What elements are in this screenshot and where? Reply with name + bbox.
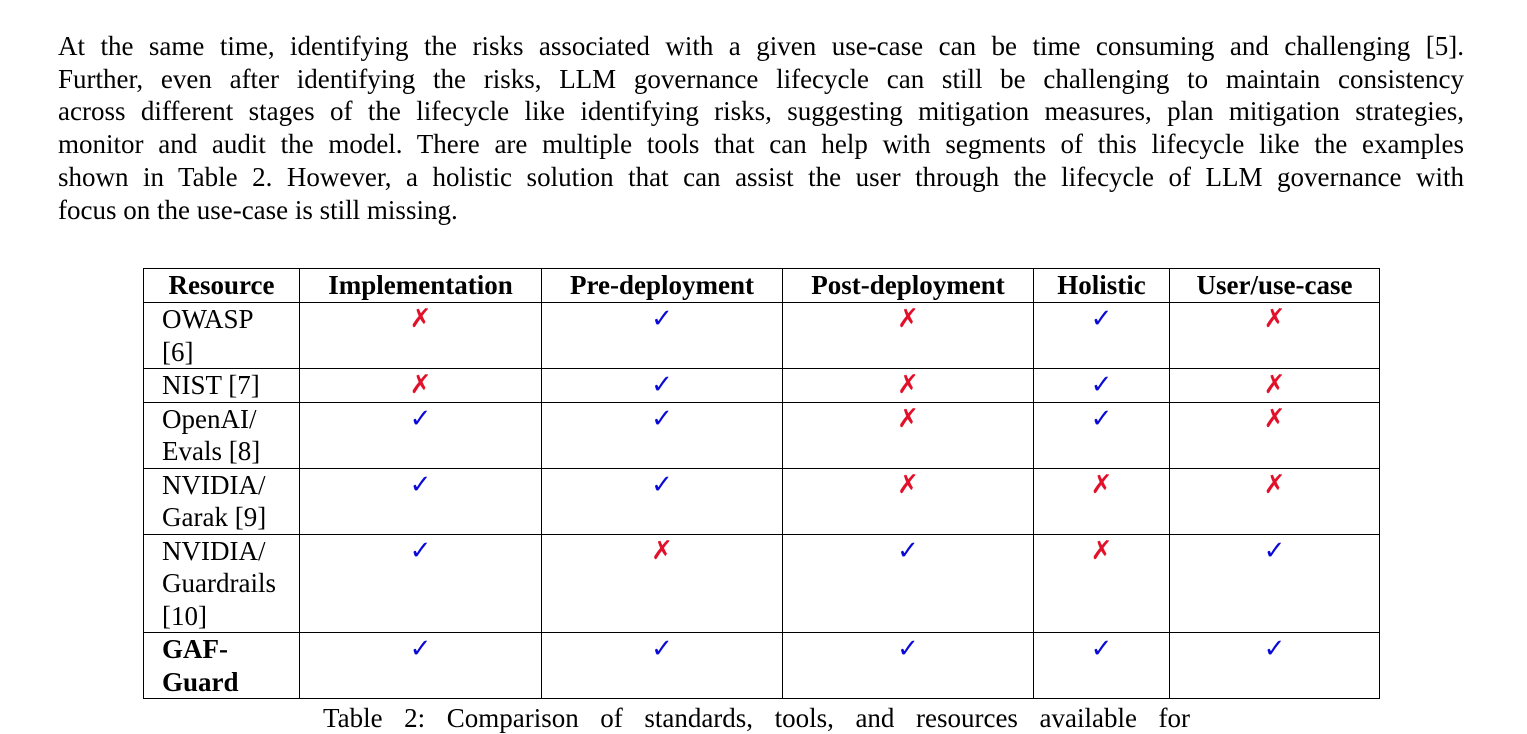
check-mark-icon [542, 402, 783, 468]
check-icon: ✓ [1090, 304, 1113, 334]
check-mark-icon [300, 633, 542, 699]
paragraph-line: Further, even after identifying the risks, LLM governance lifecycle can still be challenging to maintain consistency [58, 63, 1464, 94]
check-icon: ✓ [1090, 370, 1113, 400]
cross-mark-icon [1170, 369, 1380, 403]
check-icon: ✓ [1263, 535, 1286, 566]
resource-name-line: Evals [8] [162, 436, 261, 466]
table-caption: Table 2: Comparison of standards, tools, and resources available for [323, 703, 1190, 733]
cross-mark-icon [1034, 534, 1170, 633]
resource-name-line: Guard [162, 666, 239, 697]
check-icon: ✓ [651, 403, 673, 434]
resource-name-line: NIST [7] [162, 370, 260, 400]
header-user-use-case: User/use-case [1170, 269, 1380, 303]
cross-icon: ✗ [409, 304, 432, 334]
cross-mark-icon [300, 369, 542, 403]
cross-mark-icon [1034, 468, 1170, 534]
cross-icon: ✗ [651, 535, 673, 566]
header-implementation: Implementation [300, 269, 542, 303]
paragraph-line: focus on the use-case is still missing. [58, 194, 458, 225]
table-header-row [144, 269, 1380, 303]
resource-name-line: NVIDIA/ [162, 469, 266, 500]
cross-mark-icon [542, 534, 783, 633]
check-mark-icon [542, 303, 783, 369]
header-post-deployment: Post-deployment [783, 269, 1034, 303]
paragraph-line: shown in Table 2. However, a holistic solution that can assist the user through the lifecycle of LLM governance with [58, 161, 1464, 192]
body-paragraph [58, 30, 1464, 226]
check-mark-icon [1170, 633, 1380, 699]
header-holistic: Holistic [1034, 269, 1170, 303]
cross-icon: ✗ [1263, 304, 1286, 334]
cross-mark-icon [783, 402, 1034, 468]
header-pre-deployment: Pre-deployment [542, 269, 783, 303]
paragraph-line: At the same time, identifying the risks associated with a given use-case can be time consuming and challenging [5]. [58, 31, 1464, 61]
cross-icon: ✗ [409, 370, 432, 400]
check-mark-icon [542, 369, 783, 403]
cross-icon: ✗ [1263, 370, 1286, 400]
resource-name-line: Guardrails [162, 568, 276, 598]
cross-mark-icon [1170, 468, 1380, 534]
table-row [144, 633, 1380, 699]
cross-mark-icon [783, 468, 1034, 534]
resource-cell [144, 534, 300, 633]
cross-mark-icon [1170, 402, 1380, 468]
comparison-table-container [143, 268, 1380, 699]
check-mark-icon [542, 468, 783, 534]
cross-icon: ✗ [897, 304, 919, 334]
table-row [144, 468, 1380, 534]
resource-name-line: GAF- [162, 634, 228, 664]
cross-icon: ✗ [897, 370, 919, 400]
check-mark-icon [783, 633, 1034, 699]
resource-name-line: [6] [162, 336, 194, 367]
cross-mark-icon [783, 303, 1034, 369]
paragraph-line: monitor and audit the model. There are multiple tools that can help with segments of this lifecycle like the examples [58, 129, 1464, 160]
table-row [144, 534, 1380, 633]
check-mark-icon [1170, 534, 1380, 633]
resource-name-line: Garak [9] [162, 502, 267, 532]
check-icon: ✓ [897, 535, 919, 566]
table-row [144, 402, 1380, 468]
cross-mark-icon [1170, 303, 1380, 369]
table-row [144, 369, 1380, 403]
check-mark-icon [1034, 369, 1170, 403]
resource-name-line: NVIDIA/ [162, 535, 266, 566]
check-mark-icon [542, 633, 783, 699]
paragraph-line: across different stages of the lifecycle like identifying risks, suggesting mitigation measures, plan mitigation strategies, [58, 96, 1464, 127]
check-icon: ✓ [1090, 403, 1113, 434]
header-resource: Resource [144, 269, 300, 303]
cross-mark-icon [783, 369, 1034, 403]
resource-name-line: OWASP [162, 304, 254, 334]
table-row [144, 303, 1380, 369]
cross-icon: ✗ [1090, 469, 1113, 500]
comparison-table [143, 268, 1380, 699]
check-mark-icon [783, 534, 1034, 633]
check-icon: ✓ [1090, 634, 1113, 664]
resource-name-line: [10] [162, 600, 207, 631]
check-icon: ✓ [651, 634, 673, 664]
check-mark-icon [1034, 633, 1170, 699]
check-mark-icon [1034, 402, 1170, 468]
resource-cell [144, 369, 300, 403]
cross-mark-icon [300, 303, 542, 369]
resource-cell [144, 633, 300, 699]
check-mark-icon [300, 468, 542, 534]
cross-icon: ✗ [897, 403, 919, 434]
check-mark-icon [1034, 303, 1170, 369]
resource-name-line: OpenAI/ [162, 403, 257, 434]
check-icon: ✓ [409, 535, 432, 566]
check-mark-icon [300, 402, 542, 468]
cross-icon: ✗ [1263, 469, 1286, 500]
check-icon: ✓ [1263, 634, 1286, 664]
check-icon: ✓ [409, 403, 432, 434]
check-icon: ✓ [651, 370, 673, 400]
table-body [144, 303, 1380, 699]
cross-icon: ✗ [1090, 535, 1113, 566]
check-icon: ✓ [409, 469, 432, 500]
check-mark-icon [300, 534, 542, 633]
resource-cell [144, 468, 300, 534]
resource-cell [144, 303, 300, 369]
check-icon: ✓ [409, 634, 432, 664]
resource-cell [144, 402, 300, 468]
check-icon: ✓ [651, 304, 673, 334]
cross-icon: ✗ [897, 469, 919, 500]
check-icon: ✓ [651, 469, 673, 500]
check-icon: ✓ [897, 634, 919, 664]
cross-icon: ✗ [1263, 403, 1286, 434]
